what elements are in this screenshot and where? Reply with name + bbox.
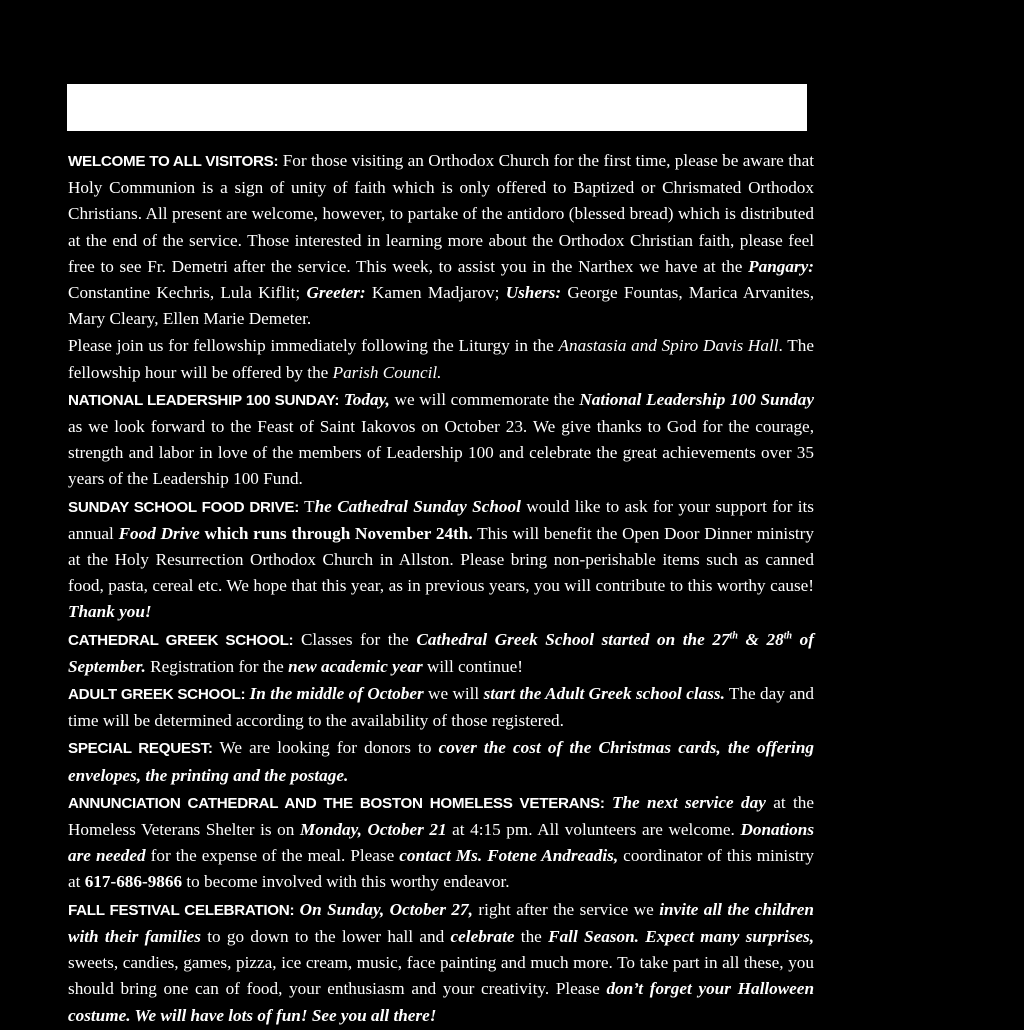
veterans-donations: Donations are needed (68, 820, 815, 866)
leadership-today: Today, (339, 389, 390, 409)
leadership-text-2: as we look forward to the Feast of Saint Iakovos on October 23. We give thanks to God for the courage, strength and labor in love of the members of Leadership 100 and celebrate the great achievements over 35 years of the Leadership 100 Fund. (68, 417, 814, 489)
fellowship-hall: Anastasia and Spiro Davis Hall (558, 336, 779, 356)
greek-school-sup-2: th (783, 629, 793, 641)
fellowship-paragraph (68, 333, 814, 385)
festival-heading: FALL FESTIVAL CELEBRATION: (68, 901, 295, 919)
ushers-label: Ushers: (505, 283, 562, 303)
welcome-text-1: For those visiting an Orthodox Church for the first time, please be aware that Holy Communion is a sign of unity of faith which is only offered to Baptized or Chrismated Orthodox Christians. All present are welcome, however, to partake of the antidoro (blessed bread) which is distributed at the end of the service. Those interested in learning more about the Orthodox Christian faith, please feel free to see Fr. Demetri after the service. This week, to assist you in the Narthex we have at the (68, 151, 814, 276)
title-bar (67, 84, 807, 131)
festival-paragraph (68, 897, 814, 1029)
greek-school-text-2: Registration for the (145, 656, 289, 676)
adult-greek-start: start the Adult Greek school class. (483, 684, 725, 704)
festival-season: Fall Season. Expect many surprises, (548, 926, 814, 946)
adult-greek-text-1: we will (423, 684, 484, 704)
bulletin-content (68, 148, 814, 1029)
greek-school-of: of September. (68, 629, 814, 676)
welcome-paragraph (68, 148, 814, 332)
pangary-label: Pangary: (748, 256, 814, 276)
festival-invite: invite all the children with their families (68, 899, 814, 946)
special-request-cover: cover the cost of the Christmas cards, the offering envelopes, the printing and the postage. (68, 738, 814, 785)
food-drive-name: Food Drive (118, 523, 200, 543)
veterans-next: The next service day (604, 792, 766, 812)
food-drive-thanks: Thank you! (68, 602, 152, 622)
special-request-heading: SPECIAL REQUEST: (68, 740, 213, 758)
veterans-date: Monday, October 21 (299, 820, 447, 840)
food-drive-school: he Cathedral Sunday School (314, 496, 521, 516)
fellowship-council: Parish Council. (332, 362, 442, 382)
leadership-name: National Leadership 100 Sunday (579, 389, 814, 409)
festival-text-1: right after the service we (472, 899, 660, 919)
festival-text-4: sweets, candies, games, pizza, ice cream, music, face painting and much more. To take part in all these, you should bring one can of food, your enthusiasm and your creativity. Please (68, 953, 814, 999)
veterans-heading: ANNUNCIATION CATHEDRAL AND THE BOSTON HOMELESS VETERANS: (68, 794, 605, 812)
adult-greek-text-2: The day and time will be determined according to the availability of those registered. (68, 684, 815, 731)
leadership-paragraph (68, 387, 814, 493)
greek-school-paragraph (68, 627, 814, 680)
welcome-text-3: Kamen Madjarov; (365, 283, 506, 303)
festival-text-2: to go down to the lower hall and (200, 926, 451, 946)
food-drive-paragraph (68, 494, 814, 626)
greek-school-year: new academic year (288, 656, 423, 676)
veterans-text-2: at 4:15 pm. All volunteers are welcome. (446, 820, 741, 840)
special-request-paragraph (68, 735, 814, 788)
fellowship-text-2: . The fellowship hour will be offered by the (68, 336, 814, 382)
veterans-text-5: to become involved with this worthy endeavor. (182, 872, 510, 892)
leadership-heading: NATIONAL LEADERSHIP 100 SUNDAY: (68, 391, 340, 409)
leadership-text-1: we will commemorate the (389, 389, 580, 409)
food-drive-runs: which runs through November 24th. (199, 523, 473, 543)
veterans-text-4: coordinator of this ministry at (68, 846, 814, 892)
special-request-text-1: We are looking for donors to (212, 738, 439, 758)
greek-school-sup-1: th (729, 629, 738, 641)
food-drive-heading: SUNDAY SCHOOL FOOD DRIVE: (68, 498, 299, 516)
veterans-text-3: for the expense of the meal. Please (145, 846, 400, 866)
welcome-text-2: Constantine Kechris, Lula Kiflit; (68, 283, 307, 303)
greeter-label: Greeter: (306, 283, 366, 303)
festival-text-3: the (514, 926, 549, 946)
veterans-text-1: at the Homeless Veterans Shelter is on (68, 792, 815, 840)
greek-school-amp: & 28 (737, 629, 784, 649)
greek-school-text-3: will continue! (422, 656, 523, 676)
adult-greek-paragraph (68, 681, 814, 734)
festival-costume: don’t forget your Halloween costume. We will have lots of fun! See you all there! (68, 979, 814, 1025)
greek-school-heading: CATHEDRAL GREEK SCHOOL: (68, 631, 294, 649)
veterans-paragraph (68, 790, 814, 896)
food-drive-text-0: T (299, 496, 315, 516)
adult-greek-middle: In the middle of October (245, 684, 424, 704)
fellowship-text-1: Please join us for fellowship immediately following the Liturgy in the (68, 336, 559, 356)
festival-date: On Sunday, October 27, (294, 899, 473, 919)
welcome-text-4: George Fountas, Marica Arvanites, Mary Cleary, Ellen Marie Demeter. (68, 283, 814, 329)
food-drive-text-1: would like to ask for your support for its annual (68, 496, 814, 543)
greek-school-started: Cathedral Greek School started on the 27 (416, 629, 730, 649)
adult-greek-heading: ADULT GREEK SCHOOL: (68, 686, 246, 704)
veterans-contact: contact Ms. Fotene Andreadis, (399, 846, 619, 866)
veterans-phone: 617-686-9866 (84, 872, 183, 892)
food-drive-text-2: This will benefit the Open Door Dinner ministry at the Holy Resurrection Orthodox Church in Allston. Please bring non-perishable items such as canned food, pasta, cereal etc. We hope that this year, as in previous years, you will contribute to this worthy cause! (68, 523, 814, 596)
festival-celebrate: celebrate (450, 926, 515, 946)
welcome-heading: WELCOME TO ALL VISITORS: (68, 153, 279, 170)
greek-school-text-1: Classes for the (293, 629, 417, 649)
